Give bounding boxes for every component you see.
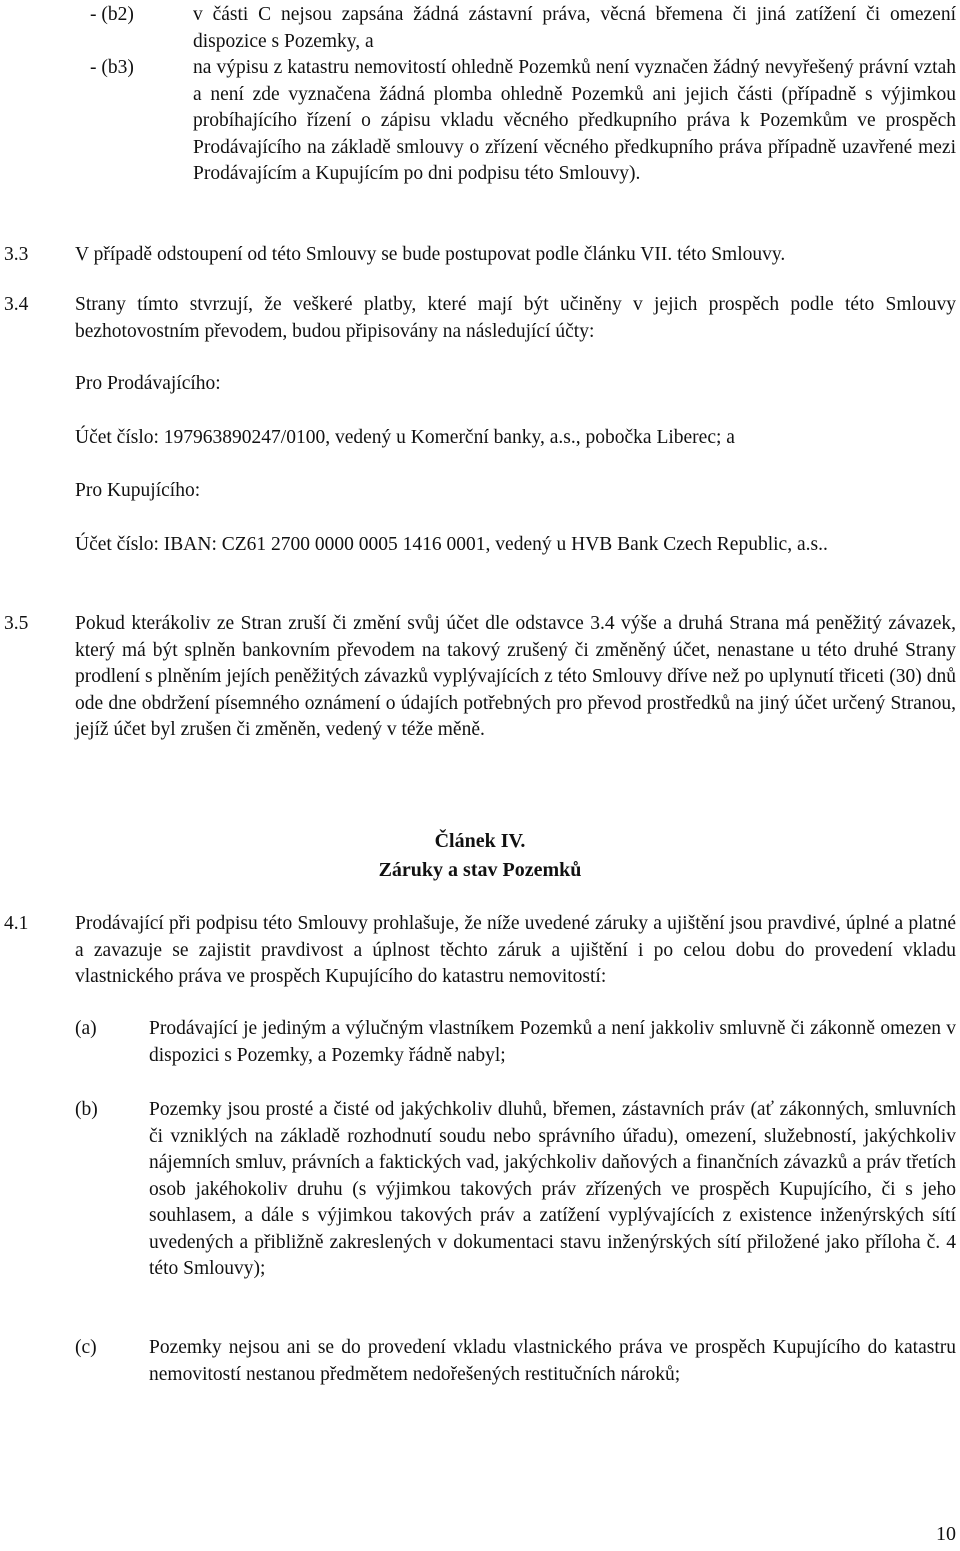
item-label-a: (a) <box>75 1018 97 1039</box>
article-title: Záruky a stav Pozemků <box>378 859 582 881</box>
section-text-3-5: Pokud kterákoliv ze Stran zruší či změní svůj účet dle odstavce 3.4 výše a druhá Strana má peněžitý závazek, který má být splněn bankovním převodem na takový zrušený či změněný účet, nenastane u této druhé Strany prodlení s plněním jejích peněžitých závazků vyplývajících z této Smlouvy dříve než po uplynutí třiceti (30) dnů ode dne obdržení písemného oznámení o údajích potřebných pro převod prostředků na jiný účet určený Stranou, jejíž účet byl zrušen či změněn, vedený v téže měně. <box>75 613 956 740</box>
section-number-3-4: 3.4 <box>4 294 29 315</box>
item-label-b: (b) <box>75 1099 98 1120</box>
item-text-b2: v části C nejsou zapsána žádná zástavní práva, věcná břemena či jiná zatížení či omezení dispozice s Pozemky, a <box>193 4 956 52</box>
section-number-4-1: 4.1 <box>4 913 29 934</box>
buyer-account: Účet číslo: IBAN: CZ61 2700 0000 0005 1416 0001, vedený u HVB Bank Czech Republic, a.s.. <box>75 534 828 555</box>
item-text-b: Pozemky jsou prosté a čisté od jakýchkoliv dluhů, břemen, zástavních práv (ať zákonných, smluvních či vzniklých na základě rozhodnutí soudu nebo správního úřadu), omezení, služebností, jakýchkoliv nájemních smluv, právních a faktických vad, jakýchkoliv daňových a finančních závazků a práv třetích osob jakéhokoliv druhu (s výjimkou takových práv zřízených ve prospěch Kupujícího, či s jeho souhlasem, a dále s výjimkou takových práv a zatížení vyplývajících z existence inženýrských sítí uvedených a přibližně zakreslených v dokumentaci stavu inženýrských sítí přiložené jako příloha č. 4 této Smlouvy); <box>149 1099 956 1279</box>
section-text-3-4: Strany tímto stvrzují, že veškeré platby, které mají být učiněny v jejich prospěch podle této Smlouvy bezhotovostním převodem, budou připisovány na následující účty: <box>75 294 956 342</box>
buyer-heading: Pro Kupujícího: <box>75 480 201 501</box>
section-text-4-1: Prodávající při podpisu této Smlouvy prohlašuje, že níže uvedené záruky a ujištění jsou pravdivé, úplné a platné a zavazuje se zajistit pravdivost a úplnost těchto záruk a ujištění i po celou dobu do provedení vkladu vlastnického práva ve prospěch Kupujícího do katastru nemovitostí: <box>75 913 956 987</box>
section-number-3-5: 3.5 <box>4 613 29 634</box>
section-text-3-3: V případě odstoupení od této Smlouvy se bude postupovat podle článku VII. této Smlouvy. <box>75 244 786 265</box>
item-label-b2: - (b2) <box>90 4 134 25</box>
seller-account: Účet číslo: 197963890247/0100, vedený u Komerční banky, a.s., pobočka Liberec; a <box>75 427 735 448</box>
item-text-b3: na výpisu z katastru nemovitostí ohledně Pozemků není vyznačen žádný nevyřešený právní vztah a není zde vyznačena žádná plomba ohledně Pozemků ani jejich části (případně s výjimkou probíhajícího řízení o zápisu vkladu věcného předkupního práva k Pozemkům ve prospěch Prodávajícího na základě smlouvy o zřízení věcného předkupního práva případně uzavřené mezi Prodávajícím a Kupujícím po dni podpisu této Smlouvy). <box>193 57 956 184</box>
article-number: Článek IV. <box>434 830 526 852</box>
page-number: 10 <box>936 1522 956 1545</box>
item-text-a: Prodávající je jediným a výlučným vlastníkem Pozemků a není jakkoliv smluvně či zákonně omezen v dispozici s Pozemky, a Pozemky řádně nabyl; <box>149 1018 956 1066</box>
seller-heading: Pro Prodávajícího: <box>75 373 221 394</box>
item-label-b3: - (b3) <box>90 57 134 78</box>
item-label-c: (c) <box>75 1337 97 1358</box>
section-number-3-3: 3.3 <box>4 244 29 265</box>
item-text-c: Pozemky nejsou ani se do provedení vkladu vlastnického práva ve prospěch Kupujícího do katastru nemovitostí nestanou předmětem nedořešených restitučních nároků; <box>149 1337 956 1385</box>
